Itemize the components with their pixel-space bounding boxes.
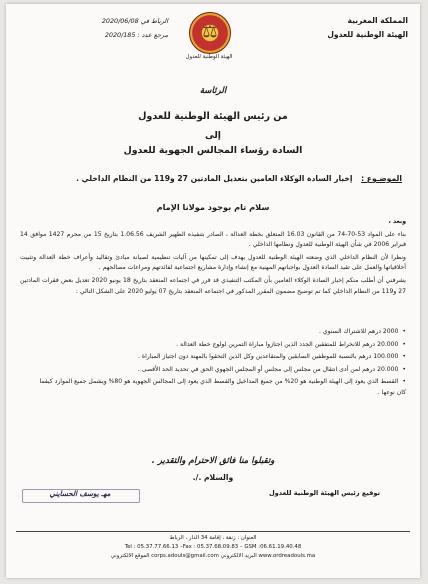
- list-item: •20.000 درهم للانخراط للمتفقين الجدد الذين اجتازوا مباراة التمرين لولوج خطة العدالة .: [176, 340, 406, 348]
- body-paragraph-purpose: ونظرا لأن النظام الداخلي الذي وضعته الهيئة الوطنية للعدول يهدف إلى تمكينها من آليات تنظيمية لصيانة مبادئ وتقاليد وأعراف خطة العدالة وتثبيت أخلاقياتها والعمل على تقيد السادة العدول بواجباتهم المهنية مع إنشاء وإدارة مشاريع اجتماعية لفائدتهم ومراعات مصالحهم .: [20, 253, 406, 272]
- letter-reference-number: مرجع عدد : 2020/185: [104, 31, 168, 39]
- subject-label: الموضـوع :: [361, 174, 402, 183]
- body-paragraph-legal-basis: بناء على المواد 53-70-74 من القانون 16.03 المتعلق بخطة العدالة ، الصادر بتنفيذه الظهير الشريف 1.06.56 بتاريخ 15 من محرم 1427 موافق 14 فبراير 2006 في شأن الهيئة الوطنية للعدول ونظامها الداخلي .: [20, 230, 407, 249]
- list-item: •2000 درهم للاشتراك السنوي .: [319, 328, 406, 335]
- footer-contacts: Tel : 05.37.77.66.13 –Fax : 05.37.68.09.83 – GSM :06.61.19.40.48: [124, 544, 302, 550]
- list-item: •20.000 درهم لمن أدى انتقال من مجلس إلى مجلس أو المجلس الجهوي الحق في تحديد الحد الأقصى .: [137, 365, 406, 373]
- footer-divider: [16, 531, 410, 532]
- footer-address: العنوان : زنقة ، إقامة 34 الدار ، الرباط: [169, 535, 257, 541]
- signature-title: توقيع رئيس الهيئة الوطنية للعدول: [268, 489, 380, 497]
- greeting: سلام تام بوجود مولانا الإمام: [156, 202, 270, 212]
- seal-caption: الهيئة الوطنية للعدول: [185, 54, 233, 60]
- bullet-icon: •: [402, 328, 406, 335]
- letterhead-reference: [18, 14, 168, 42]
- kingdom-name: المملكة المغربية: [347, 16, 408, 25]
- bullet-icon: •: [402, 340, 406, 348]
- body-opening: وبعد ،: [388, 218, 406, 225]
- closing-line: وتقبلوا منا فائق الاحترام والتقدير .: [151, 456, 275, 466]
- recipients-line: السادة رؤساء المجالس الجهوية للعدول: [123, 145, 303, 156]
- bullet-icon: •: [402, 353, 406, 361]
- subject-line: [24, 174, 402, 183]
- document-title: الرئاسة: [199, 86, 227, 96]
- bullet-icon: •: [402, 365, 406, 373]
- sender-line: من رئيس الهيئة الوطنية للعدول: [138, 111, 288, 122]
- footer-web: www.ordreadouls.ma البريد الالكتروني corps.adouls@gmail.com الموقع الالكتروني: [110, 553, 316, 559]
- fees-list: [32, 327, 406, 401]
- subject-text: إخبار السادة الوكلاء العامين بتعديل المادتين 27 و119 من النظام الداخلي .: [76, 174, 353, 183]
- letter-body: [20, 217, 406, 299]
- authority-name: الهيئة الوطنية للعدول: [327, 30, 408, 39]
- signature-name: مهـ يوسف الحسايني: [49, 489, 111, 498]
- authority-seal-icon: [189, 12, 231, 54]
- letter-page: [6, 4, 420, 578]
- bullet-icon: •: [402, 378, 406, 386]
- list-item: •القسط الذي يعود إلى الهيئة الوطنية هو 20% من جميع المداخيل والقسط الذي يعود إلى المجالس الجهوية هو 80% ويشمل جميع الموارد كيفما كان نوعها .: [39, 378, 406, 396]
- to-word: إلى: [205, 130, 221, 141]
- body-paragraph-request: يشرفني أن أطلب منكم إخبار السادة الوكلاء العامين بأن المكتب التنفيذي قد قرر في اجتماعه المنعقد بتاريخ 18 يونيو 2020 تعديل بعض فقرات المادتين 27 و119 من النظام الداخلي كما تم توضيح مضمون المقرر المذكور في اجتماعه المنعقد بتاريخ 07 يوليو 2020 على الشكل التالي :: [20, 276, 406, 295]
- letter-date: الرباط في 2020/06/08: [101, 17, 168, 25]
- list-item: •100.000 درهم بالنسبة للموظفين السابقين والمتقاعدين وكل الذين التحقوا بالمهنة دون اجتياز المباراة .: [138, 353, 406, 361]
- salutation: والسلام ./.: [192, 473, 234, 482]
- letterhead-organization: [288, 14, 408, 42]
